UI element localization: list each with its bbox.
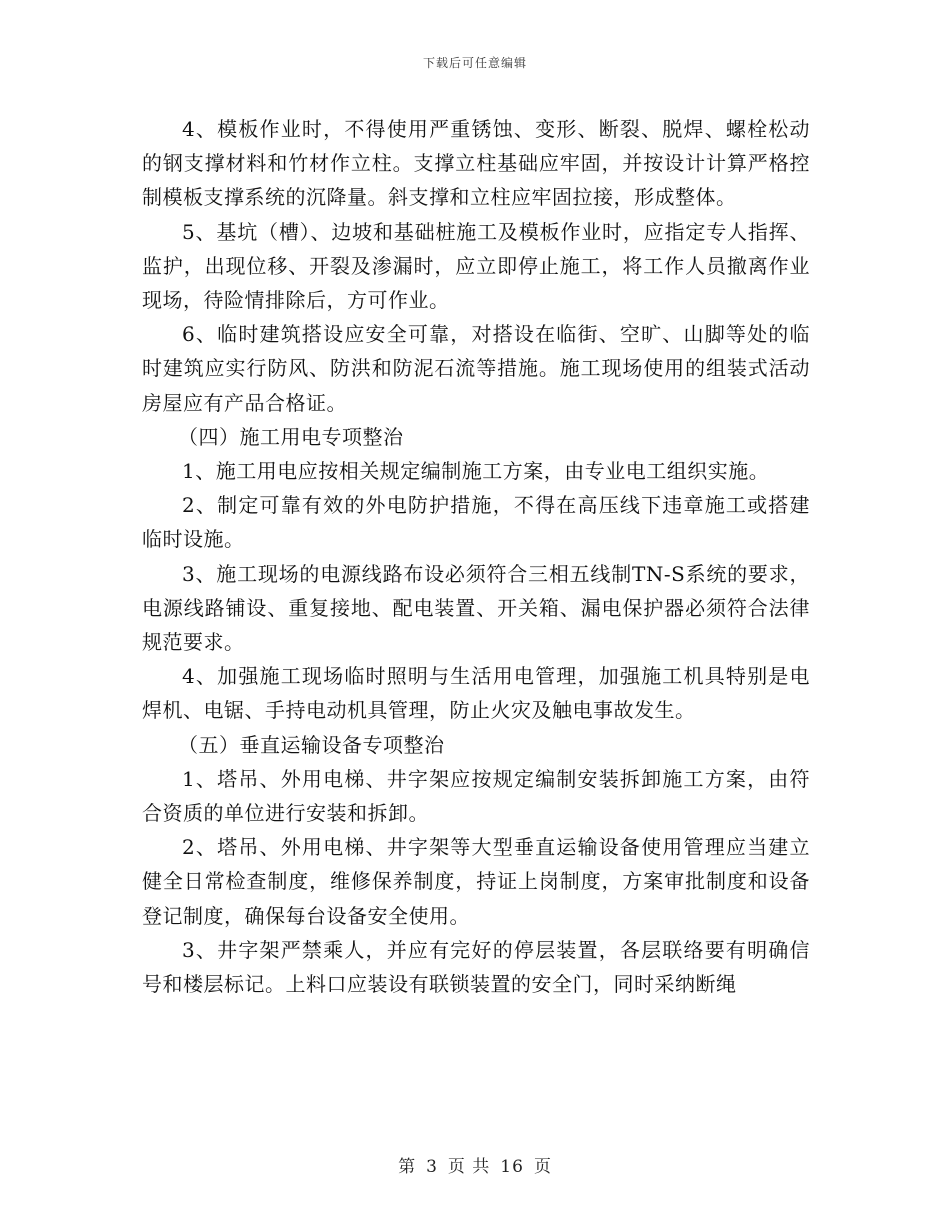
- section-heading-electricity: （四）施工用电专项整治: [178, 424, 404, 449]
- section-heading-vertical-transport: （五）垂直运输设备专项整治: [178, 732, 445, 757]
- footer-middle: 页 共: [447, 1157, 491, 1177]
- footer-prefix: 第: [398, 1157, 417, 1177]
- paragraph-5-foundation-pit: 5、基坑（槽）、边坡和基础桩施工及模板作业时，应指定专人指挥、监护，出现位移、开裂及渗漏时，应立即停止施工，将工作人员撤离作业现场，待险情排除后，方可作业。: [142, 219, 810, 313]
- paragraph-electricity-2: 2、制定可靠有效的外电防护措施，不得在高压线下违章施工或搭建临时设施。: [142, 493, 810, 552]
- paragraph-electricity-4: 4、加强施工现场临时照明与生活用电管理，加强施工机具特别是电焊机、电锯、手持电动机具管理，防止火灾及触电事故发生。: [142, 664, 810, 723]
- paragraph-transport-2: 2、塔吊、外用电梯、井字架等大型垂直运输设备使用管理应当建立健全日常检查制度，维修保养制度，持证上岗制度，方案审批制度和设备登记制度，确保每台设备安全使用。: [142, 835, 810, 928]
- footer-total-pages: 16: [500, 1157, 524, 1177]
- footer-suffix: 页: [533, 1157, 552, 1177]
- paragraph-transport-3: 3、井字架严禁乘人，并应有完好的停层装置，各层联络要有明确信号和楼层标记。上料口应装设有联锁装置的安全门，同时采纳断绳: [142, 937, 810, 997]
- paragraph-electricity-1: 1、施工用电应按相关规定编制施工方案，由专业电工组织实施。: [182, 459, 770, 484]
- paragraph-electricity-3: 3、施工现场的电源线路布设必须符合三相五线制TN-S系统的要求，电源线路铺设、重复接地、配电装置、开关箱、漏电保护器必须符合法律规范要求。: [142, 561, 810, 655]
- paragraph-4-formwork: 4、模板作业时，不得使用严重锈蚀、变形、断裂、脱焊、螺栓松动的钢支撑材料和竹材作立柱。支撑立柱基础应牢固，并按设计计算严格控制模板支撑系统的沉降量。斜支撑和立柱应牢固拉接，形成整体。: [142, 117, 810, 210]
- paragraph-transport-1: 1、塔吊、外用电梯、井字架应按规定编制安装拆卸施工方案，由符合资质的单位进行安装和拆卸。: [142, 766, 810, 826]
- page-footer: [0, 1152, 950, 1177]
- paragraph-6-temporary-buildings: 6、临时建筑搭设应安全可靠，对搭设在临街、空旷、山脚等处的临时建筑应实行防风、防洪和防泥石流等措施。施工现场使用的组装式活动房屋应有产品合格证。: [142, 322, 810, 415]
- document-body: [142, 112, 810, 1001]
- footer-page-number: 3: [426, 1157, 438, 1177]
- page-header: 下载后可任意编辑: [422, 56, 527, 70]
